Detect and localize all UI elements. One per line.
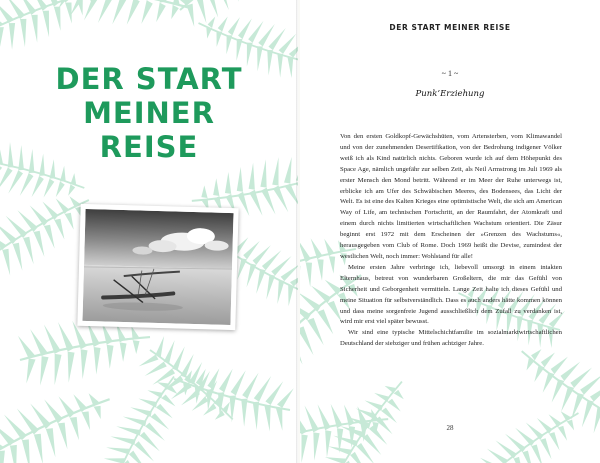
section-number: ~ 1 ~	[441, 69, 459, 78]
right-page	[300, 0, 600, 463]
chapter-title	[0, 62, 298, 164]
photo-image	[82, 209, 233, 325]
left-page	[0, 0, 298, 463]
running-head: DER START MEINER REISE	[389, 23, 511, 32]
chapter-title-line: DER START	[55, 62, 243, 96]
chapter-title-line: REISE	[99, 130, 199, 164]
paragraph: Von den ersten Goldkopf-Gewächshüten, vom Artensterben, vom Klimawandel und von der zunehmenden Desertifikation, von der Bedrohung indigener Völker weiß ich als Kind natürlich nichts. Geboren wurde ich auf dem Höhepunkt des Space Age, nämlich ungefähr zur selben Zeit, als Neil Armstrong im Juli 1969 als erster Mensch den Mond betritt. Während er im Meer der Ruhe unterwegs ist, erblicke ich am Ufer des Schwäbischen Meeres, des Bodensees, das Licht der Welt. Es ist eine des Kalten Krieges eine optimistische Welt, die sich am American Way of Life, am technischen Fortschritt, an der Raumfahrt, der Atomkraft und einem durch nichts limitierten wirtschaftlichen Wachstum orientiert. Die Zäsur beginnt erst 1972 mit dem Erscheinen der »Grenzen des Wachstums«, herausgegeben vom Club of Rome. Doch 1969 heißt die Devise, zumindest der westlichen Welt, noch immer: Wohlstand für alle!	[340, 133, 562, 260]
paragraph: Wir sind eine typische Mittelschichtfamilie im sozialmarktwirtschaftlichen Deutschland der siebziger und frühen achtziger Jahre.	[340, 329, 562, 348]
body-text	[340, 132, 562, 350]
paragraph: Meine ersten Jahre verbringe ich, liebevoll umsorgt in einem intakten Elternhaus, betreut von wunderbaren Großeltern, die mir das Gefühl von Sicherheit und Geborgenheit vermitteln. Lange Zeit halte ich dieses Gefühl und meine Situation für selbstverständlich. Dass es auch anders hätte kommen können und dass meine sorgenfreie Jugend ausschließlich dem Zufall zu verdanken ist, wird mir erst viel später bewusst.	[340, 263, 562, 326]
section-title: Punk’Erziehung	[415, 89, 485, 99]
chapter-title-line: MEINER	[83, 96, 215, 130]
page-number: 28	[446, 424, 454, 432]
outrigger-canoe-photo	[77, 204, 238, 330]
